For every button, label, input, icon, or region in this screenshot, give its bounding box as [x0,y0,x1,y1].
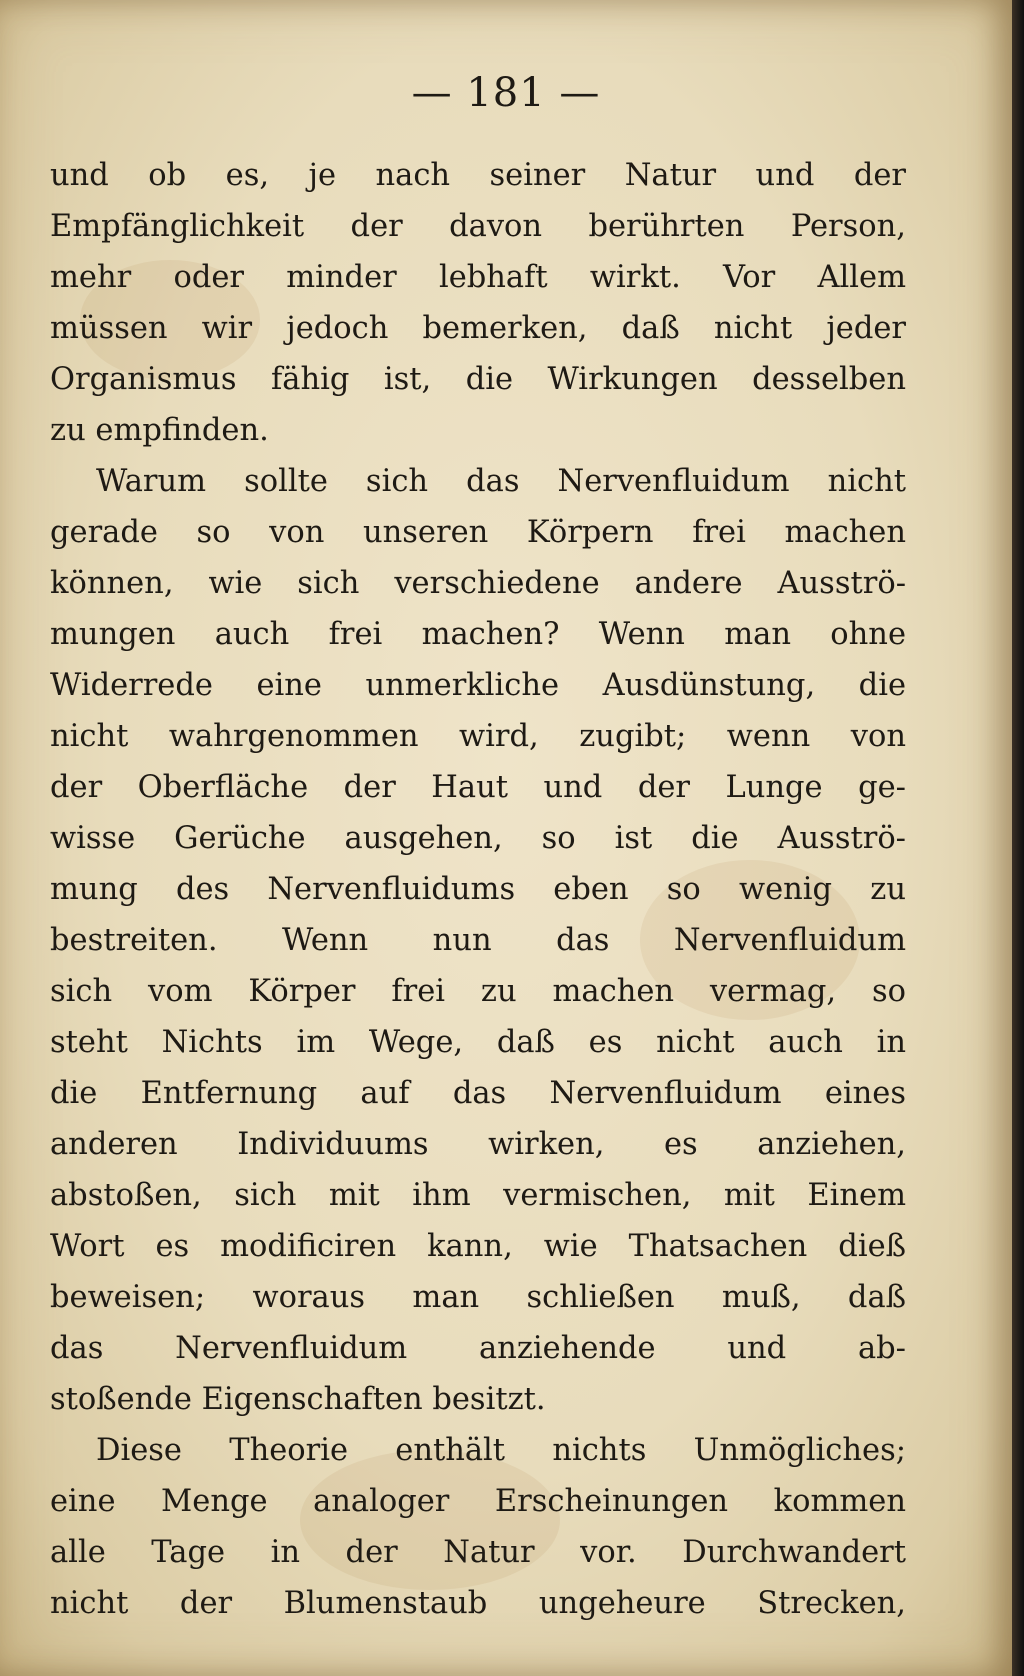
body-text [50,150,906,1629]
text-line: und ob es, je nach seiner Natur und der [50,158,906,193]
text-line: steht Nichts im Wege, daß es nicht auch in [50,1025,906,1060]
text-line: beweisen; woraus man schließen muß, daß [50,1280,906,1315]
book-spine-edge [1012,0,1024,1676]
text-line: mung des Nervenfluidums eben so wenig zu [50,872,906,907]
text-line: sich vom Körper frei zu machen vermag, so [50,974,906,1009]
text-line: Diese Theorie enthält nichts Unmögliches; [96,1433,906,1468]
page-number: — 181 — [411,70,601,116]
text-line: Wort es modificiren kann, wie Thatsachen dieß [50,1229,906,1264]
text-line: können, wie sich verschiedene andere Ausströ- [50,566,906,601]
text-line: Empfänglichkeit der davon berührten Person, [50,209,906,244]
text-line: mungen auch frei machen? Wenn man ohne [50,617,906,652]
text-line: eine Menge analoger Erscheinungen kommen [50,1484,906,1519]
text-line: der Oberfläche der Haut und der Lunge ge- [50,770,906,805]
text-line: Widerrede eine unmerkliche Ausdünstung, die [50,668,906,703]
text-line: bestreiten. Wenn nun das Nervenfluidum [50,923,906,958]
text-line: alle Tage in der Natur vor. Durchwandert [50,1535,906,1570]
text-line: das Nervenfluidum anziehende und ab- [50,1331,906,1366]
text-line: zu empfinden. [50,413,269,448]
text-line: Organismus fähig ist, die Wirkungen desselben [50,362,906,397]
text-line: Warum sollte sich das Nervenfluidum nicht [96,464,906,499]
text-line: nicht wahrgenommen wird, zugibt; wenn von [50,719,906,754]
text-line: anderen Individuums wirken, es anziehen, [50,1127,906,1162]
text-line: gerade so von unseren Körpern frei machen [50,515,906,550]
text-line: mehr oder minder lebhaft wirkt. Vor Allem [50,260,906,295]
text-line: müssen wir jedoch bemerken, daß nicht jeder [50,311,906,346]
text-line: abstoßen, sich mit ihm vermischen, mit Einem [50,1178,906,1213]
text-line: die Entfernung auf das Nervenfluidum eines [50,1076,906,1111]
text-line: wisse Gerüche ausgehen, so ist die Ausströ- [50,821,906,856]
text-line: stoßende Eigenschaften besitzt. [50,1382,546,1417]
text-line: nicht der Blumenstaub ungeheure Strecken, [50,1586,906,1621]
